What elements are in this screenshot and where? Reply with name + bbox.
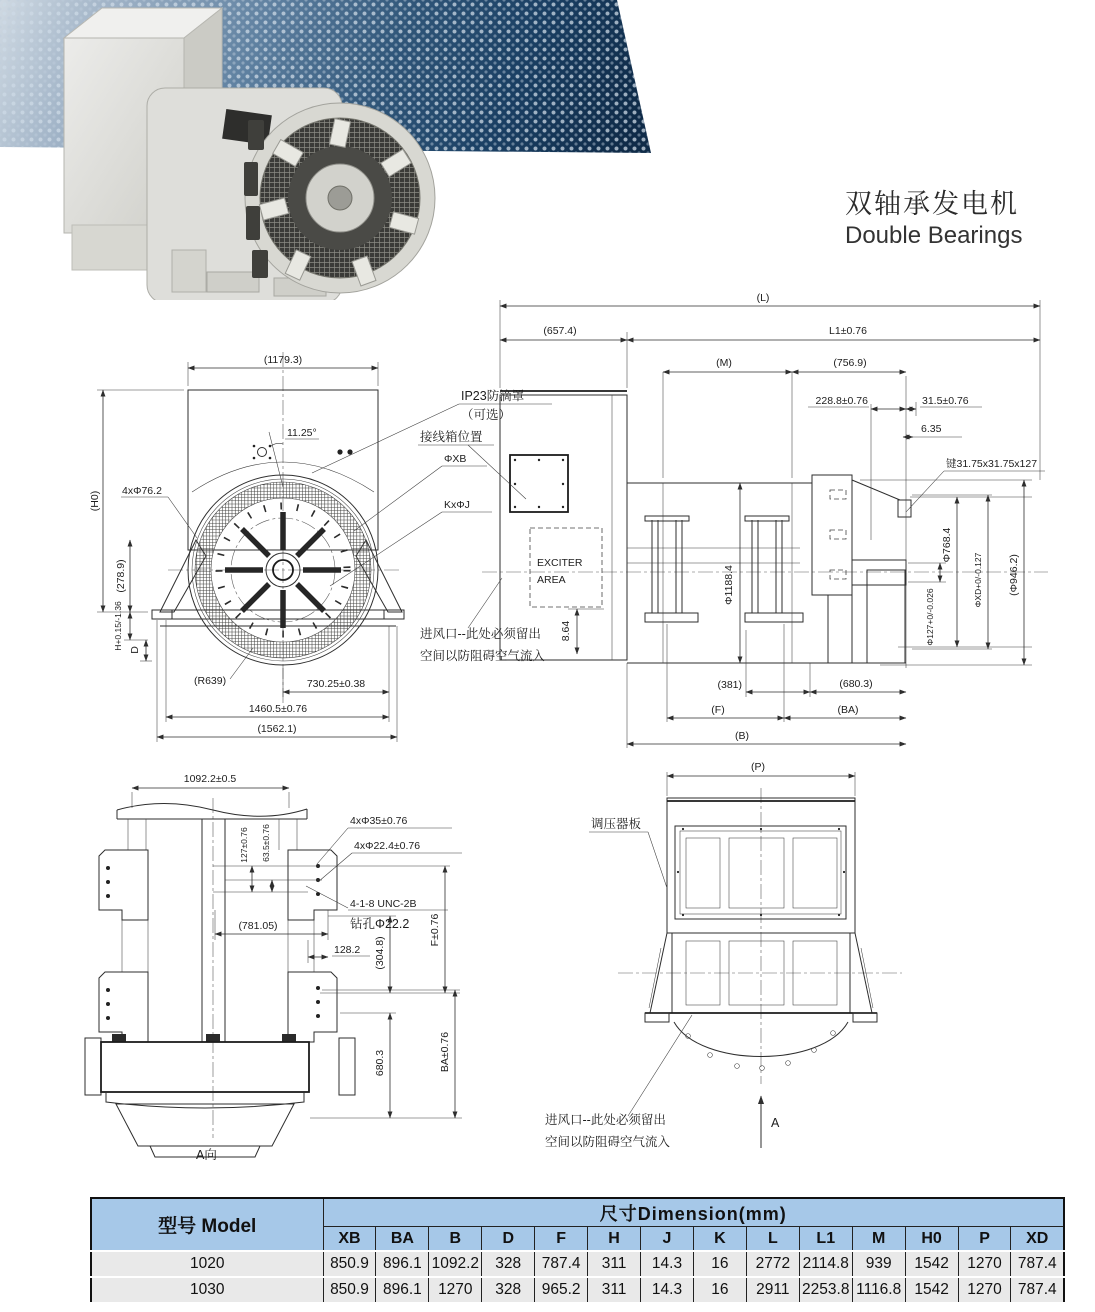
dim-label: 1460.5±0.76: [248, 703, 308, 715]
dim-label: 11.25°: [287, 427, 317, 439]
dim-label: (B): [735, 730, 749, 742]
value-cell: 311: [588, 1277, 641, 1303]
dim-label: (M): [716, 357, 732, 369]
col-header: H: [588, 1227, 641, 1252]
dim-label: F±0.76: [429, 913, 441, 947]
ip23-label: （可选）: [461, 408, 512, 422]
front-view: [89, 352, 552, 742]
col-header: M: [852, 1227, 905, 1252]
dim-label: Φ768.4: [941, 527, 953, 563]
col-header: D: [482, 1227, 535, 1252]
value-cell: 2114.8: [799, 1251, 852, 1277]
dim-label: (304.8): [374, 936, 386, 970]
value-cell: 2911: [746, 1277, 799, 1303]
dim-label: 钻孔Φ22.2: [350, 917, 410, 931]
dim-label: (R639): [194, 675, 227, 687]
col-header: H0: [905, 1227, 958, 1252]
value-cell: 16: [693, 1251, 746, 1277]
col-header: L: [746, 1227, 799, 1252]
air-intake-note: 进风口--此处必须留出: [420, 627, 541, 641]
dim-label: KxΦJ: [444, 499, 470, 511]
air-intake-note: 进风口--此处必须留出: [545, 1113, 666, 1127]
dim-label: 6.35: [921, 423, 942, 435]
exciter-label: EXCITER: [537, 557, 583, 569]
value-cell: 896.1: [376, 1277, 429, 1303]
col-header: XB: [323, 1227, 376, 1252]
value-cell: 1270: [958, 1277, 1011, 1303]
bottom-view: [85, 773, 462, 1162]
dim-label: BA±0.76: [439, 1031, 451, 1073]
view-a-label: A向: [196, 1148, 217, 1162]
air-intake-note: 空间以防阻碍空气流入: [420, 649, 546, 663]
key-label: 键31.75x31.75x127: [946, 458, 1038, 470]
table-row: [91, 1251, 1064, 1277]
col-header: L1: [799, 1227, 852, 1252]
col-header: XD: [1011, 1227, 1064, 1252]
dim-label: 63.5±0.76: [261, 824, 271, 862]
col-header: P: [958, 1227, 1011, 1252]
junction-box-label: 接线箱位置: [420, 430, 483, 444]
col-header-model: 型号 Model: [91, 1198, 323, 1251]
col-header: B: [429, 1227, 482, 1252]
value-cell: 787.4: [535, 1251, 588, 1277]
dim-label: 128.2: [334, 944, 361, 956]
dim-label: (381): [717, 679, 742, 691]
dim-label: 8.64: [560, 620, 572, 642]
dim-label: 4xΦ76.2: [122, 485, 162, 497]
value-cell: 1116.8: [852, 1277, 905, 1303]
dim-label: H+0.15/-1.36: [113, 601, 123, 651]
dim-label: 730.25±0.38: [306, 678, 366, 690]
value-cell: 328: [482, 1251, 535, 1277]
dim-label: D: [129, 646, 141, 654]
panel-view: [545, 761, 902, 1149]
value-cell: 2772: [746, 1251, 799, 1277]
dim-label: (BA): [837, 704, 859, 716]
value-cell: 787.4: [1011, 1277, 1064, 1303]
value-cell: 311: [588, 1251, 641, 1277]
dim-label: Φ127+0/-0.026: [925, 588, 935, 646]
dim-label: 4xΦ35±0.76: [350, 815, 408, 827]
dim-label: 4-1-8 UNC-2B: [350, 898, 417, 910]
air-intake-note: 空间以防阻碍空气流入: [545, 1135, 671, 1149]
value-cell: 1542: [905, 1277, 958, 1303]
dim-label: (1562.1): [257, 723, 297, 735]
dim-label: (680.3): [839, 678, 873, 690]
dim-label: (756.9): [833, 357, 867, 369]
dim-label: L1±0.76: [829, 325, 867, 337]
col-header: J: [641, 1227, 694, 1252]
dim-label: 228.8±0.76: [815, 395, 868, 407]
dim-label: (L): [756, 292, 770, 304]
value-cell: 965.2: [535, 1277, 588, 1303]
value-cell: 14.3: [641, 1277, 694, 1303]
value-cell: 896.1: [376, 1251, 429, 1277]
dim-label: (657.4): [543, 325, 577, 337]
dim-label: (H0): [89, 490, 101, 512]
value-cell: 328: [482, 1277, 535, 1303]
dim-label: (278.9): [115, 559, 127, 593]
page-title-en: Double Bearings: [845, 222, 1023, 249]
value-cell: 1270: [429, 1277, 482, 1303]
dim-label: (1179.3): [263, 354, 303, 366]
side-view: [418, 292, 1048, 748]
value-cell: 850.9: [323, 1277, 376, 1303]
value-cell: 1542: [905, 1251, 958, 1277]
value-cell: 787.4: [1011, 1251, 1064, 1277]
col-header: BA: [376, 1227, 429, 1252]
col-header: F: [535, 1227, 588, 1252]
dim-label: 680.3: [374, 1049, 386, 1077]
regulator-label: 调压器板: [591, 817, 642, 831]
value-cell: 14.3: [641, 1251, 694, 1277]
dim-label: ΦXD+0/-0.127: [973, 552, 983, 608]
value-cell: 939: [852, 1251, 905, 1277]
model-cell: 1020: [91, 1251, 323, 1277]
dimension-table: [90, 1197, 1065, 1304]
dim-label: ΦXB: [444, 453, 467, 465]
dim-label: 1092.2±0.5: [183, 773, 237, 785]
dim-label: (P): [751, 761, 765, 773]
model-cell: 1030: [91, 1277, 323, 1303]
table-row: [91, 1277, 1064, 1303]
dim-label: 4xΦ22.4±0.76: [354, 840, 421, 852]
dim-label: 31.5±0.76: [922, 395, 969, 407]
page-title-cn: 双轴承发电机: [845, 189, 1019, 219]
value-cell: 16: [693, 1277, 746, 1303]
col-header: K: [693, 1227, 746, 1252]
col-header-dimension: 尺寸Dimension(mm): [323, 1198, 1064, 1227]
arrow-a-label: A: [771, 1116, 780, 1130]
dim-label: (781.05): [238, 920, 278, 932]
dim-label: (Φ946.2): [1008, 554, 1020, 596]
value-cell: 2253.8: [799, 1277, 852, 1303]
exciter-label: AREA: [537, 574, 566, 586]
value-cell: 1092.2: [429, 1251, 482, 1277]
value-cell: 850.9: [323, 1251, 376, 1277]
value-cell: 1270: [958, 1251, 1011, 1277]
dim-label: (F): [711, 704, 725, 716]
ip23-label: IP23防滴罩: [461, 389, 525, 403]
dim-label: 127±0.76: [239, 827, 249, 863]
dim-label: Φ1188.4: [723, 565, 735, 605]
